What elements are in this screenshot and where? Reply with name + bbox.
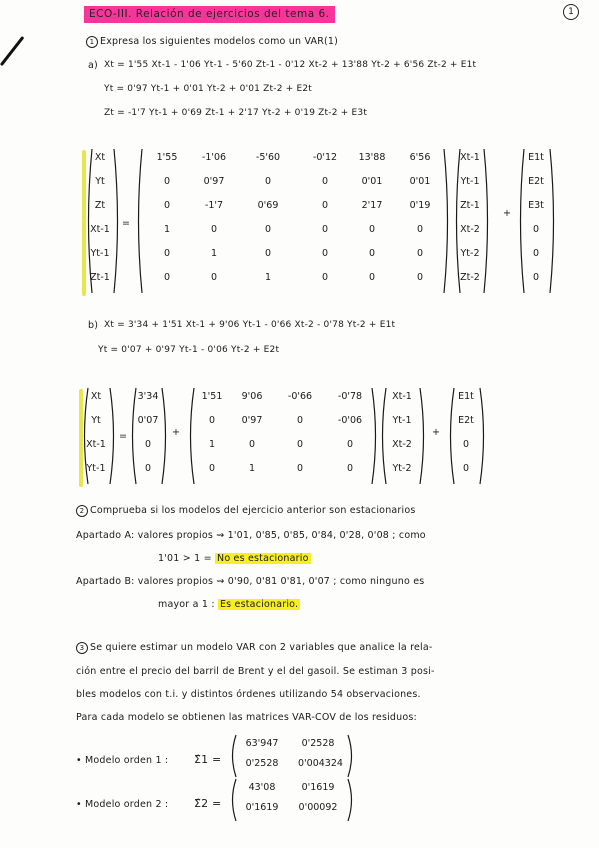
ex3-line4: Para cada modelo se obtienen las matrices VAR-COV de los residuos:: [76, 712, 417, 723]
matrix-bracket-left: [134, 148, 144, 294]
matrix-entry: -0'78: [337, 391, 363, 402]
matrix-entry: 0: [368, 272, 376, 283]
ex1-a-eq3: Zt = -1'7 Yt-1 + 0'69 Zt-1 + 2'17 Yt-2 + 0'19 Zt-2 + E3t: [104, 108, 368, 118]
error-vector-entry: E2t: [528, 176, 544, 187]
ex3-sigma2-symbol: Σ̂2 =: [194, 797, 222, 810]
matrix-entry: 0: [210, 224, 218, 235]
matrix-entry: 0: [321, 248, 329, 259]
error-vector-entry: 0: [462, 463, 470, 474]
matrix-bracket-right: [442, 148, 452, 294]
sigma-entry: 0'1619: [245, 802, 279, 813]
error-bracket-right: [548, 148, 558, 294]
ex2-a-line2: [158, 553, 311, 564]
error-bracket-right: [478, 387, 488, 485]
rhs-vector-entry: Yt-1: [392, 415, 412, 426]
ex2-a-line2-pre: 1'01 > 1 =: [158, 553, 212, 564]
constant-vector-entry: 0: [144, 463, 152, 474]
matrix-entry: 0: [163, 272, 171, 283]
sigma-entry: 0'00092: [298, 802, 338, 813]
rhs-vector-entry: Zt-2: [460, 272, 480, 283]
sigma-entry: 0'004324: [298, 758, 343, 769]
ex2-statement-text: Comprueba si los modelos del ejercicio anterior son estacionarios: [90, 505, 416, 516]
ex3-model2-label: • Modelo orden 2 :: [76, 799, 169, 810]
ex2-b-line1: Apartado B: valores propios ⇝ 0'90, 0'81 0'81, 0'07 ; como ninguno es: [76, 576, 425, 587]
sigma-entry: 0'1619: [301, 782, 335, 793]
matrix-entry: 0'01: [361, 176, 383, 187]
lhs-vector-entry: Yt-1: [86, 463, 106, 474]
matrix-entry: 9'06: [241, 391, 263, 402]
matrix-entry: 0: [163, 248, 171, 259]
ex3-number: 3: [76, 642, 88, 654]
matrix-entry: 0: [296, 463, 304, 474]
rhs-vector-entry: Xt-1: [392, 391, 412, 402]
matrix-entry: 0: [416, 272, 424, 283]
sigma-bracket-right: [346, 734, 356, 778]
matrix-entry: 0: [368, 248, 376, 259]
matrix-entry: 1: [163, 224, 171, 235]
matrix-entry: 0: [416, 224, 424, 235]
matrix-entry: 1: [248, 463, 256, 474]
error-vector-entry: 0: [532, 272, 540, 283]
plus-sign: +: [503, 208, 512, 219]
error-vector-entry: 0: [462, 439, 470, 450]
matrix-entry: 0'69: [257, 200, 279, 211]
matrix-entry: 0'97: [241, 415, 263, 426]
ex3-line1-text: Se quiere estimar un modelo VAR con 2 variables que analice la rela-: [90, 642, 433, 653]
error-vector-entry: 0: [532, 224, 540, 235]
rhs-vector-entry: Yt-1: [460, 176, 480, 187]
matrix-entry: 1: [264, 272, 272, 283]
plus-sign: +: [172, 427, 181, 438]
sigma-bracket-left: [228, 778, 238, 822]
matrix-entry: 0: [321, 200, 329, 211]
sigma-entry: 0'2528: [245, 758, 279, 769]
page-title: ECO-III. Relación de ejercicios del tema 6.: [84, 6, 335, 23]
ex1-b-eq2: Yt = 0'07 + 0'97 Yt-1 - 0'06 Yt-2 + E2t: [98, 345, 280, 355]
page-number: 1: [563, 4, 579, 20]
rhs-bracket-right: [418, 387, 428, 485]
ex1-b-eq1: Xt = 3'34 + 1'51 Xt-1 + 9'06 Yt-1 - 0'66 Xt-2 - 0'78 Yt-2 + E1t: [104, 320, 396, 330]
matrix-entry: 0: [416, 248, 424, 259]
matrix-entry: 1'55: [156, 152, 178, 163]
matrix-entry: 0: [248, 439, 256, 450]
sigma-bracket-right: [346, 778, 356, 822]
lhs-vector-entry: Xt: [90, 391, 102, 402]
ex2-b-conclusion: Es estacionario.: [219, 599, 299, 610]
matrix-entry: -0'12: [312, 152, 338, 163]
matrix-entry: 1: [208, 439, 216, 450]
error-vector-entry: E3t: [528, 200, 544, 211]
lhs-vector-entry: Zt-1: [90, 272, 110, 283]
sigma-entry: 43'08: [248, 782, 276, 793]
constant-vector-entry: 0'07: [137, 415, 159, 426]
matrix-entry: 0: [264, 176, 272, 187]
matrix-entry: 0: [210, 272, 218, 283]
constant-vector-entry: 0: [144, 439, 152, 450]
lhs-bracket-right: [112, 148, 122, 294]
matrix-entry: 0: [208, 463, 216, 474]
matrix-entry: 0: [163, 200, 171, 211]
sigma-bracket-left: [228, 734, 238, 778]
ex2-a-line1: Apartado A: valores propios ⇝ 1'01, 0'85, 0'85, 0'84, 0'28, 0'08 ; como: [76, 530, 426, 541]
ex3-line1: [76, 642, 433, 654]
lhs-vector-entry: Xt-1: [90, 224, 110, 235]
rhs-vector-entry: Zt-1: [460, 200, 480, 211]
matrix-entry: 0: [368, 224, 376, 235]
matrix-entry: 0: [346, 439, 354, 450]
ex3-sigma1-symbol: Σ̂1 =: [194, 753, 222, 766]
constant-vector-entry: 3'34: [137, 391, 159, 402]
ex1-number: 1: [86, 36, 98, 48]
ex1-a-eq1: Xt = 1'55 Xt-1 - 1'06 Yt-1 - 5'60 Zt-1 - 0'12 Xt-2 + 13'88 Yt-2 + 6'56 Zt-2 + E1t: [104, 60, 477, 70]
ex3-line2: ción entre el precio del barril de Brent y el del gasoil. Se estiman 3 posi-: [76, 666, 435, 677]
matrix-entry: 1'51: [201, 391, 223, 402]
error-vector-entry: E2t: [458, 415, 474, 426]
rhs-bracket-right: [482, 148, 492, 294]
matrix-entry: -0'66: [287, 391, 313, 402]
matrix-entry: 0: [321, 272, 329, 283]
matrix-entry: 0: [346, 463, 354, 474]
matrix-entry: 0: [296, 415, 304, 426]
rhs-vector-entry: Xt-2: [392, 439, 412, 450]
const-bracket-right: [160, 387, 170, 485]
matrix-entry: 0'19: [409, 200, 431, 211]
matrix-entry: 0: [264, 248, 272, 259]
ex3-line3: bles modelos con t.i. y distintos órdenes utilizando 54 observaciones.: [76, 689, 421, 700]
ex3-model1-label: • Modelo orden 1 :: [76, 755, 169, 766]
rhs-vector-entry: Xt-2: [460, 224, 480, 235]
error-vector-entry: E1t: [528, 152, 544, 163]
equals-sign: =: [119, 431, 128, 442]
lhs-bracket-right: [108, 387, 118, 485]
matrix-entry: 0: [321, 176, 329, 187]
ex2-b-line2: [158, 599, 300, 610]
sigma-entry: 0'2528: [301, 738, 335, 749]
matrix-entry: 0: [321, 224, 329, 235]
matrix-entry: 6'56: [409, 152, 431, 163]
ex1-a-eq2: Yt = 0'97 Yt-1 + 0'01 Yt-2 + 0'01 Zt-2 + E2t: [104, 84, 313, 94]
matrix-entry: 0: [264, 224, 272, 235]
ex2-statement: [76, 505, 416, 517]
ex2-number: 2: [76, 505, 88, 517]
lhs-vector-entry: Yt-1: [90, 248, 110, 259]
matrix-entry: 0: [163, 176, 171, 187]
lhs-vector-entry: Yt: [91, 415, 101, 426]
matrix-entry: 1: [210, 248, 218, 259]
ex1-a-label: a): [88, 60, 98, 71]
lhs-vector-entry: Xt: [94, 152, 106, 163]
matrix-entry: -1'06: [201, 152, 227, 163]
pen-stroke-mark: [0, 36, 24, 66]
matrix-entry: -0'06: [337, 415, 363, 426]
rhs-vector-entry: Xt-1: [460, 152, 480, 163]
matrix-entry: 0'97: [203, 176, 225, 187]
matrix-entry: 2'17: [361, 200, 383, 211]
matrix-entry: -5'60: [255, 152, 281, 163]
plus-sign: +: [432, 427, 441, 438]
lhs-vector-entry: Zt: [94, 200, 106, 211]
lhs-vector-entry: Xt-1: [86, 439, 106, 450]
ex1-statement: [86, 36, 338, 48]
matrix-entry: 13'88: [358, 152, 386, 163]
ex2-b-line2-pre: mayor a 1 :: [158, 599, 215, 610]
rhs-vector-entry: Yt-2: [460, 248, 480, 259]
equals-sign: =: [122, 218, 131, 229]
error-vector-entry: E1t: [458, 391, 474, 402]
lhs-vector-entry: Yt: [95, 176, 105, 187]
matrix-entry: 0'01: [409, 176, 431, 187]
matrix-entry: -1'7: [204, 200, 224, 211]
ex1-b-label: b): [88, 320, 99, 331]
matrix-entry: 0: [296, 439, 304, 450]
ex2-a-conclusion: No es estacionario: [217, 553, 309, 564]
ex1-statement-text: Expresa los siguientes modelos como un VAR(1): [100, 36, 339, 47]
rhs-vector-entry: Yt-2: [392, 463, 412, 474]
matrix-entry: 0: [208, 415, 216, 426]
error-vector-entry: 0: [532, 248, 540, 259]
sigma-entry: 63'947: [245, 738, 279, 749]
rhs-bracket-left: [378, 387, 388, 485]
